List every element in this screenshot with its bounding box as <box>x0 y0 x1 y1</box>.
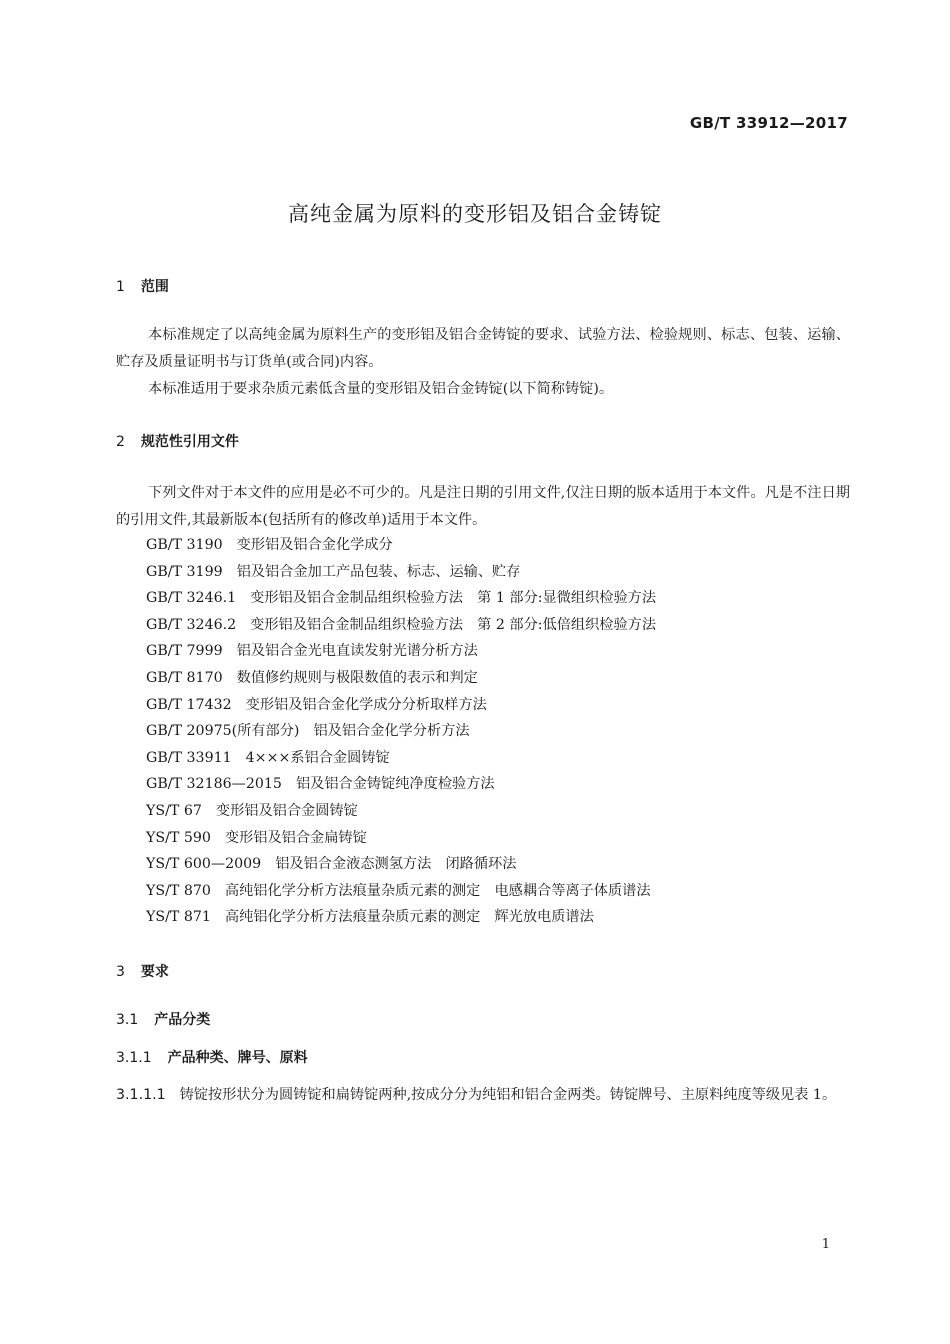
reference-item <box>146 904 594 931</box>
reference-code: YS/T 590 <box>146 829 211 846</box>
reference-item <box>146 692 487 719</box>
reference-item <box>146 745 390 772</box>
reference-item <box>146 718 470 745</box>
reference-title: 高纯铝化学分析方法痕量杂质元素的测定 电感耦合等离子体质谱法 <box>224 882 651 899</box>
reference-code: GB/T 3246.1 <box>146 590 237 607</box>
reference-item <box>146 851 516 878</box>
clause-3-1-1-1 <box>116 1082 850 1109</box>
reference-title: 变形铝及铝合金圆铸锭 <box>215 803 358 819</box>
reference-code: GB/T 3190 <box>146 537 223 553</box>
reference-title: 变形铝及铝合金扁铸锭 <box>224 829 367 846</box>
reference-code: YS/T 870 <box>146 882 211 899</box>
reference-code: GB/T 3246.2 <box>146 616 237 633</box>
reference-item <box>146 612 656 639</box>
reference-item <box>146 559 520 586</box>
scope-paragraph-1: 本标准规定了以高纯金属为原料生产的变形铝及铝合金铸锭的要求、试验方法、检验规则、标志、包装、运输、贮存及质量证明书与订货单(或合同)内容。 <box>116 327 850 370</box>
section-3-1-heading <box>116 1009 210 1029</box>
reference-code: GB/T 17432 <box>146 696 232 713</box>
reference-code: GB/T 20975(所有部分) <box>146 723 300 740</box>
section-title: 产品种类、牌号、原料 <box>167 1050 308 1066</box>
section-2-heading <box>116 431 239 451</box>
section-number: 3.1 <box>116 1012 139 1028</box>
reference-item <box>146 771 495 798</box>
section-title: 要求 <box>140 964 169 980</box>
reference-code: YS/T 600—2009 <box>146 856 262 873</box>
reference-item <box>146 585 656 612</box>
reference-code: GB/T 7999 <box>146 643 223 660</box>
reference-title: 铝及铝合金光电直读发射光谱分析方法 <box>236 643 478 660</box>
document-title: 高纯金属为原料的变形铝及铝合金铸锭 <box>288 202 662 226</box>
reference-title: 变形铝及铝合金制品组织检验方法 第 2 部分:低倍组织检验方法 <box>250 616 657 633</box>
reference-title: 铝及铝合金铸锭纯净度检验方法 <box>295 776 495 793</box>
page-number: 1 <box>821 1237 830 1252</box>
reference-code: GB/T 8170 <box>146 670 223 686</box>
scope-paragraph-2: 本标准适用于要求杂质元素低含量的变形铝及铝合金铸锭(以下简称铸锭)。 <box>148 381 614 397</box>
reference-title: 铝及铝合金加工产品包装、标志、运输、贮存 <box>236 563 521 580</box>
reference-title: 变形铝及铝合金化学成分分析取样方法 <box>245 696 487 713</box>
section-number: 2 <box>116 434 125 450</box>
clause-number: 3.1.1.1 <box>116 1087 166 1103</box>
reference-code: GB/T 3199 <box>146 563 223 580</box>
section-1-heading <box>116 276 169 296</box>
section-title: 范围 <box>140 279 169 295</box>
references-intro: 下列文件对于本文件的应用是必不可少的。凡是注日期的引用文件,仅注日期的版本适用于本文件。凡是不注日期的引用文件,其最新版本(包括所有的修改单)适用于本文件。 <box>116 485 850 528</box>
section-3-heading <box>116 961 169 981</box>
section-title: 规范性引用文件 <box>140 434 239 450</box>
reference-code: GB/T 32186—2015 <box>146 776 282 793</box>
standard-number: GB/T 33912—2017 <box>689 114 848 132</box>
reference-item <box>146 825 367 852</box>
reference-item <box>146 638 478 665</box>
section-number: 1 <box>116 279 125 295</box>
reference-item <box>146 798 358 825</box>
section-3-1-1-heading <box>116 1047 308 1067</box>
reference-title: 铝及铝合金化学分析方法 <box>313 723 470 740</box>
reference-title: 高纯铝化学分析方法痕量杂质元素的测定 辉光放电质谱法 <box>224 909 594 926</box>
reference-item <box>146 665 478 692</box>
reference-title: 变形铝及铝合金化学成分 <box>236 537 393 553</box>
section-number: 3 <box>116 964 125 980</box>
reference-item <box>146 532 393 559</box>
section-title: 产品分类 <box>154 1012 211 1028</box>
reference-item <box>146 878 651 905</box>
reference-code: YS/T 67 <box>146 803 202 819</box>
section-number: 3.1.1 <box>116 1050 152 1066</box>
reference-title: 4×××系铝合金圆铸锭 <box>245 749 390 766</box>
reference-title: 数值修约规则与极限数值的表示和判定 <box>236 670 478 686</box>
reference-title: 变形铝及铝合金制品组织检验方法 第 1 部分:显微组织检验方法 <box>250 590 657 607</box>
clause-text: 铸锭按形状分为圆铸锭和扁铸锭两种,按成分分为纯铝和铝合金两类。铸锭牌号、主原料纯度等级见表 1。 <box>179 1087 837 1103</box>
reference-title: 铝及铝合金液态测氢方法 闭路循环法 <box>275 856 517 873</box>
reference-code: YS/T 871 <box>146 909 211 926</box>
reference-code: GB/T 33911 <box>146 749 232 766</box>
